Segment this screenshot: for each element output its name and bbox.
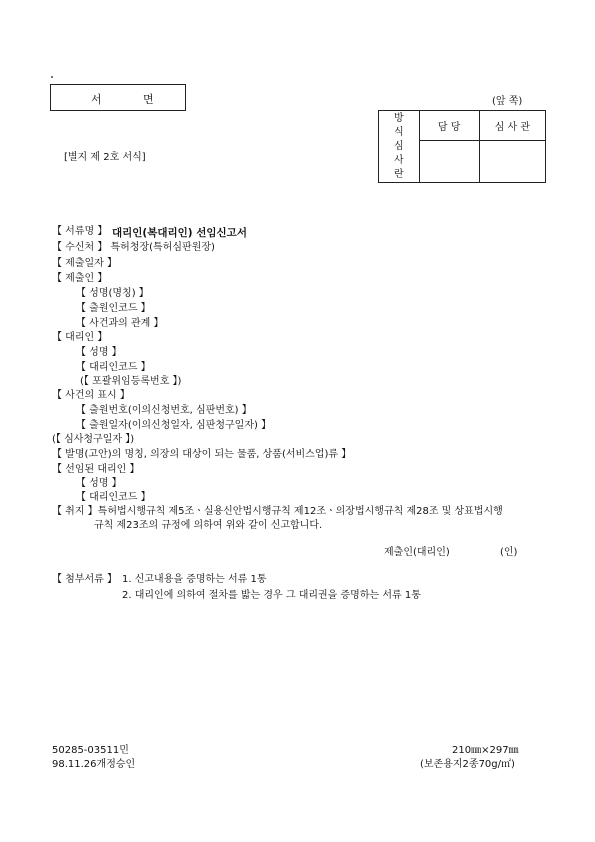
field-applicant-code: 【 출원인코드 】	[76, 303, 151, 314]
signature-label: 제출인(대리인)	[384, 547, 450, 558]
field-appointed-agent-name: 【 성명 】	[76, 478, 122, 489]
field-agent: 【 대리인 】	[52, 332, 108, 343]
footer-approval-date: 98.11.26개정승인	[52, 759, 136, 770]
field-application-number: 【 출원번호(이의신청번호, 심판번호) 】	[76, 405, 252, 416]
attachment-item-1: 1. 신고내용을 증명하는 서류 1통	[122, 574, 267, 585]
field-invention-title: 【 발명(고안)의 명칭, 의장의 대상이 되는 물품, 상품(서비스업)류 】	[52, 449, 352, 460]
page-side-label: (앞 쪽)	[492, 96, 523, 107]
approval-col-examiner: 심 사 관	[479, 111, 545, 141]
footer-paper-size: 210㎜×297㎜	[452, 745, 519, 756]
margin-dot	[51, 76, 53, 78]
field-appointed-agent: 【 선임된 대리인 】	[52, 464, 140, 475]
approval-cell-in-charge	[419, 141, 479, 183]
form-title-right: 면	[143, 93, 154, 106]
form-title-left: 서	[91, 93, 102, 106]
field-relation: 【 사건과의 관계 】	[76, 318, 164, 329]
field-agent-code: 【 대리인코드 】	[76, 362, 151, 373]
approval-vertical-label: 방 식 심 사 란	[379, 111, 420, 183]
field-application-date: 【 출원일자(이의신청일자, 심판청구일자) 】	[76, 420, 272, 431]
attachment-item-2: 2. 대리인에 의하여 절차를 밟는 경우 그 대리권을 증명하는 서류 1통	[122, 590, 421, 601]
approval-cell-examiner	[479, 141, 545, 183]
field-purpose: 【 취지 】특허법시행규칙 제5조ㆍ실용신안법시행규칙 제12조ㆍ의장법시행규칙 제28조 및 상표법시행	[52, 506, 503, 517]
doc-type-label: 【 서류명 】	[52, 226, 108, 237]
approval-col-in-charge: 담 당	[419, 111, 479, 141]
form-number: [별지 제 2호 서식]	[64, 152, 146, 163]
attachments-label: 【 첨부서류 】	[52, 574, 117, 585]
field-submission-date: 【 제출일자 】	[52, 258, 117, 269]
field-submitter-name: 【 성명(명칭) 】	[76, 288, 149, 299]
signature-seal: (인)	[500, 547, 518, 558]
field-appointed-agent-code: 【 대리인코드 】	[76, 492, 151, 503]
field-purpose-cont: 규칙 제23조의 규정에 의하여 위와 같이 신고합니다.	[94, 520, 323, 531]
field-general-power-number: (【 포괄위임등록번호 】)	[80, 376, 182, 387]
field-case: 【 사건의 표시 】	[52, 390, 130, 401]
form-title-box	[50, 84, 186, 111]
field-agent-name: 【 성명 】	[76, 347, 122, 358]
approval-box	[378, 110, 546, 183]
field-submitter: 【 제출인 】	[52, 273, 108, 284]
footer-paper-spec: (보존용지2종70g/㎡)	[420, 759, 515, 770]
doc-type-value: 대리인(복대리인) 선임신고서	[112, 227, 247, 239]
footer-code: 50285-03511민	[52, 745, 129, 756]
field-recipient: 【 수신처 】 특허청장(특허심판원장)	[52, 242, 215, 253]
field-exam-request-date: (【 심사청구일자 】)	[52, 434, 135, 445]
